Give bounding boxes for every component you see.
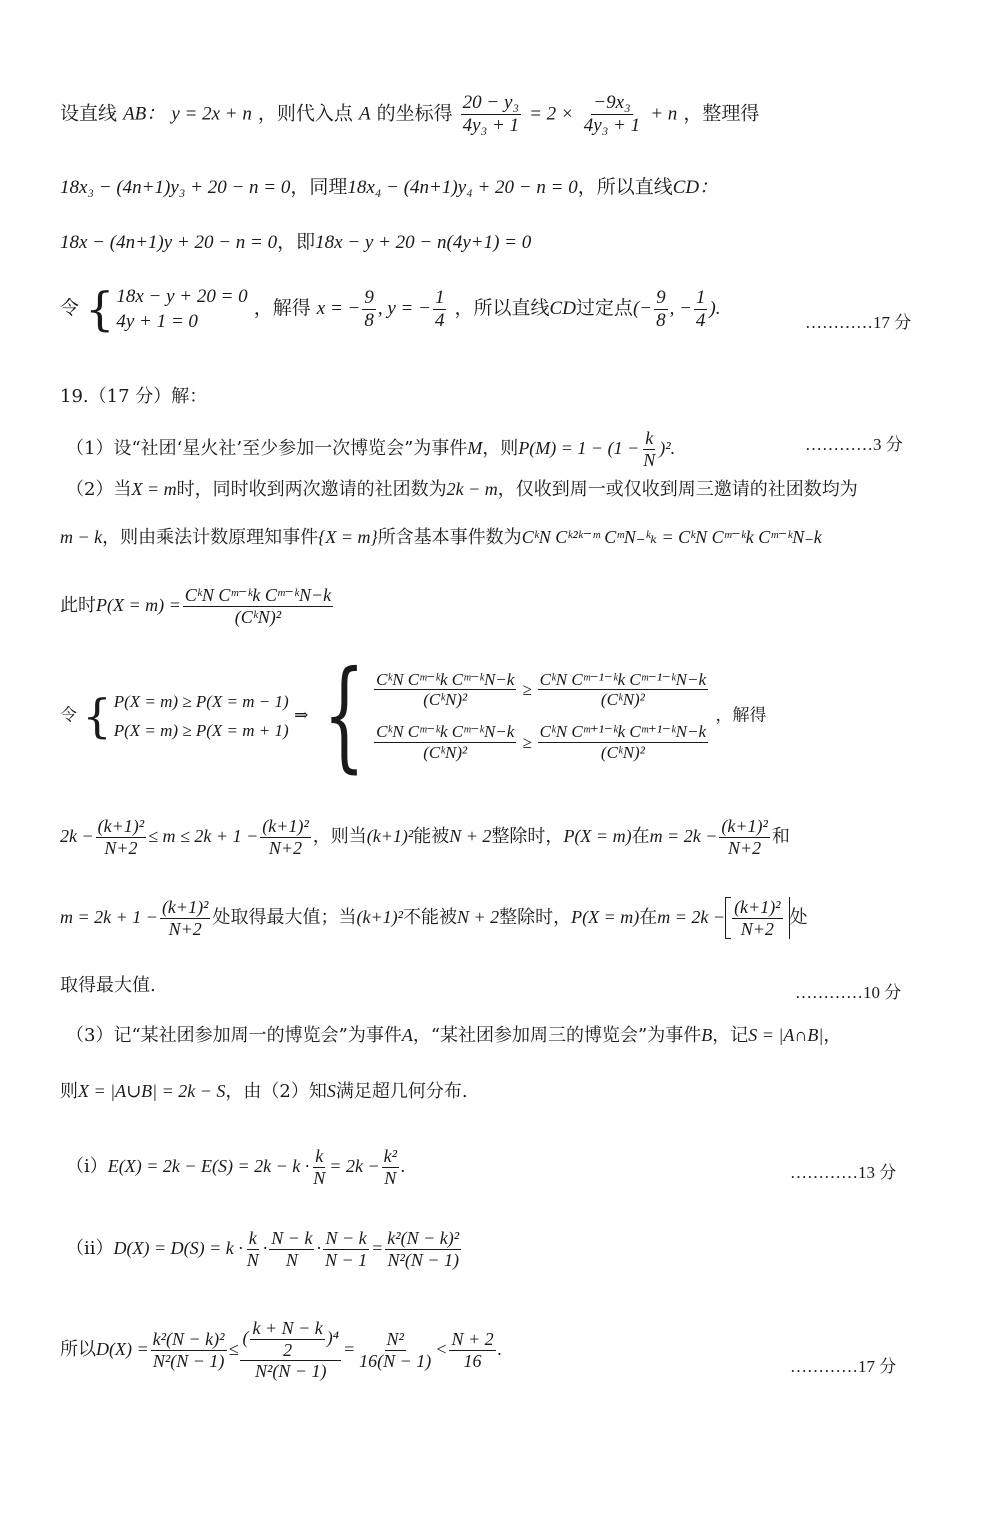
text: ，同理: [290, 176, 348, 198]
text: 过定点: [575, 297, 633, 319]
math: CD: [549, 298, 576, 319]
text: ，所以直线: [454, 297, 550, 319]
part-2-line2: m − k，则由乘法计数原理知事件{X = m}所含基本事件数为CᵏN Cᵏ²ᵏ⁻ᵐ CᵐN₋ᵏₖ = CᵏN Cᵐ⁻ᵏk Cᵐ⁻ᵏN₋k: [60, 527, 822, 548]
math: + n: [650, 103, 678, 125]
math: 18x − y + 20 − n(4y+1) = 0: [315, 232, 532, 253]
fraction: $\frac{\text{−9x₃}}{\text{4y₃ + 1}}$: [583, 92, 641, 136]
score-10: …………10 分: [795, 983, 902, 1002]
question-19-heading: 19.（17 分）解：: [60, 386, 208, 407]
result-line-3: 取得最大值.: [60, 975, 156, 996]
text: ，则代入点: [257, 102, 353, 125]
result-line-1: 2k − $\frac{\text{(k+1)²}}{N+2}$ ≤ m ≤ 2k + 1 − $\frac{\text{(k+1)²}}{N+2}$ ，则当(k+1)²能被N + 2整除时，P(X = m)在m = 2k − $\frac{\text{(k+1)²}}{N+2}$ 和: [60, 816, 790, 858]
score-17-final: …………17 分: [790, 1357, 897, 1376]
part-1: （1）设“社团‘星火社’至少参加一次博览会”为事件M，则P(M) = 1 − (1 − $\frac{k}{N}$ )².: [66, 428, 676, 470]
fraction: $\frac{1}{4}$: [695, 286, 706, 331]
math: , y = −: [377, 298, 431, 319]
part-3-line2: 则X = |A∪B| = 2k − S，由（2）知S满足超几何分布.: [60, 1081, 468, 1102]
expectation-line: （i）E(X) = 2k − E(S) = 2k − k · $\frac{k}{N}$ = 2k − $\frac{\text{k²}}{N}$ .: [66, 1146, 406, 1188]
math: CD：: [672, 177, 719, 198]
part-2-probability: 此时P(X = m) = CᵏN Cᵐ⁻ᵏk Cᵐ⁻ᵏN−k (CᵏN)²: [60, 585, 332, 627]
math: 18x₃ − (4n+1)y₃ + 20 − n = 0: [60, 177, 291, 198]
text: 设直线: [60, 102, 118, 125]
text: ，所以直线: [577, 176, 673, 198]
text: 的坐标得: [376, 102, 453, 125]
line-fixed-point: [60, 282, 721, 336]
variance-line: （ii）D(X) = D(S) = k · $\frac{k}{N}$ · $\frac{N - k}{N}$ · $\frac{N - k}{N - 1}$ = $\frac{\text{k²(N − k)²}}{\text{N²(N − 1)}}$: [66, 1228, 460, 1270]
fraction: $\frac{9}{8}$: [364, 286, 374, 331]
math: , −: [669, 298, 692, 319]
inequality-system: 令 { P(X = m) ≥ P(X = m − 1) P(X = m) ≥ P(X = m + 1) ⇒ { CᵏN Cᵐ⁻ᵏk Cᵐ⁻ᵏN−k (CᵏN)² ≥ CᵏN Cᵐ⁻¹⁻ᵏk Cᵐ⁻¹⁻ᵏN−k (CᵏN)² CᵏN Cᵐ⁻ᵏk Cᵐ⁻ᵏN−k (CᵏN)² ≥ CᵏN Cᵐ⁺¹⁻ᵏk Cᵐ⁺¹⁻ᵏN−k (CᵏN)² ，解得: [60, 646, 767, 785]
math: 18x₄ − (4n+1)y₄ + 20 − n = 0: [347, 177, 578, 198]
score-3: …………3 分: [805, 435, 903, 454]
line-ab: [60, 92, 759, 137]
result-line-2: m = 2k + 1 − $\frac{\text{(k+1)²}}{N+2}$ 处取得最大值；当(k+1)²不能被N + 2整除时，P(X = m)在m = 2k − $\frac{\text{(k+1)²}}{N+2}$ 处: [60, 897, 808, 939]
score-17: …………17 分: [805, 313, 912, 332]
score-13: …………13 分: [790, 1163, 897, 1182]
math: ).: [709, 298, 721, 319]
line-cd-equation: [60, 233, 531, 252]
fraction: $\frac{\text{20 − y₃}}{\text{4y₃ + 1}}$: [462, 92, 520, 136]
math: x = −: [316, 298, 361, 319]
bound-line: 所以D(X) = $\frac{\text{k²(N − k)²}}{\text{N²(N − 1)}}$ ≤ ( $\frac{k + N - k}{2}$ )⁴ N²(N − 1) = $\frac{\text{N²}}{16(N - 1)}$ < $\frac{N + 2}{16}$ .: [60, 1318, 503, 1382]
part-3-line1: （3）记“某社团参加周一的博览会”为事件A，“某社团参加周三的博览会”为事件B，记S = |A∩B|，: [66, 1025, 842, 1046]
line-cd-derivation: [60, 178, 718, 197]
math: = 2 ×: [529, 103, 574, 125]
part-2-line1: （2）当X = m时，同时收到两次邀请的社团数为2k − m，仅收到周一或仅收到周三邀请的社团数均为: [66, 479, 858, 500]
text: ，即: [277, 231, 316, 253]
math: 18x − (4n+1)y + 20 − n = 0: [60, 232, 278, 253]
text: ，解得: [253, 297, 311, 319]
math: y = 2x + n: [171, 103, 252, 125]
math: A: [358, 103, 371, 125]
equation-system: { 18x − y + 20 = 0 4y + 1 = 0: [85, 282, 248, 336]
text: 令: [60, 297, 80, 319]
fraction: $\frac{1}{4}$: [434, 286, 445, 331]
text: ，整理得: [683, 102, 760, 125]
fraction: $\frac{9}{8}$: [656, 286, 666, 331]
math: AB：: [123, 103, 166, 125]
math: (−: [632, 298, 653, 319]
